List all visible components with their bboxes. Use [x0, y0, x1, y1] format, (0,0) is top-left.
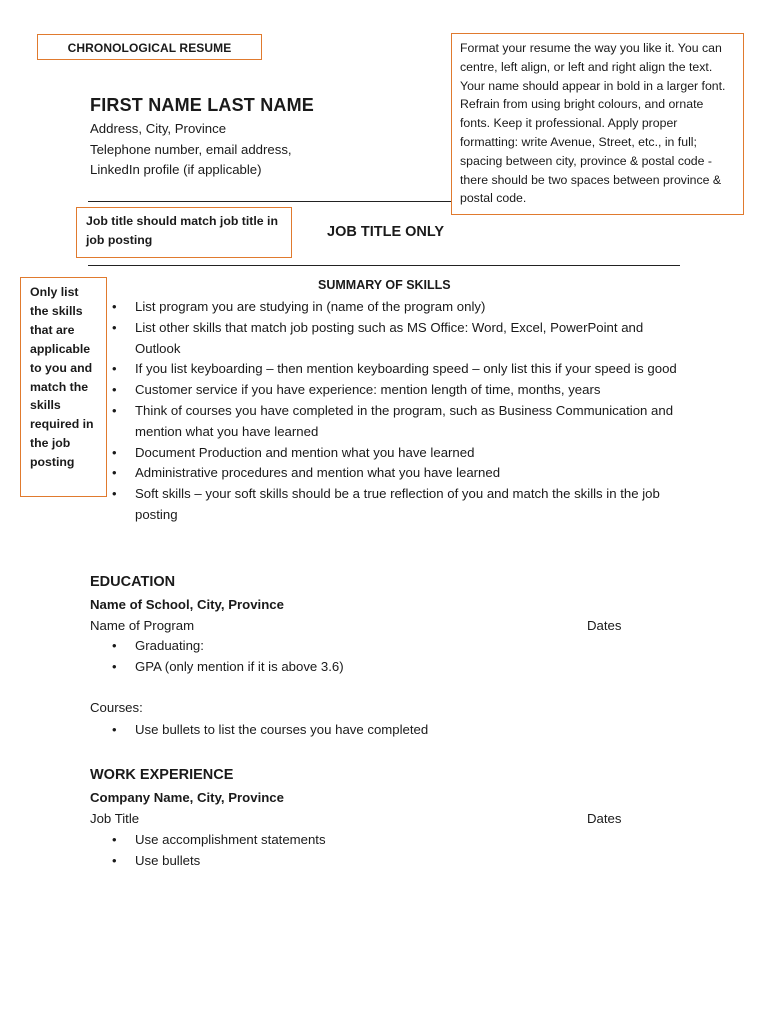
- contact-phone-email: Telephone number, email address,: [90, 142, 292, 157]
- list-item: • List other skills that match job posting such as MS Office: Word, Excel, PowerPoint and Outlook: [90, 318, 680, 360]
- education-list: [90, 636, 680, 678]
- list-item: • If you list keyboarding – then mention keyboarding speed – only list this if your speed is good: [90, 359, 680, 380]
- company-name: Company Name, City, Province: [90, 790, 284, 805]
- list-item: • List program you are studying in (name of the program only): [90, 297, 680, 318]
- resume-type-box: [37, 34, 262, 60]
- job-title-note: Job title should match job title in job posting: [76, 207, 292, 258]
- education-heading: EDUCATION: [90, 574, 176, 590]
- list-item: • Use bullets to list the courses you have completed: [90, 720, 680, 741]
- work-list: [90, 830, 680, 872]
- work-dates: Dates: [587, 811, 622, 826]
- format-note: Format your resume the way you like it. You can centre, left align, or left and right align the text. Your name should appear in bold in a larger font. Refrain from using bright colours, and ornate fonts. Keep it professional. Apply proper formatting: write Avenue, Street, etc., in full; spacing between city, province & postal code - there should be two spaces between province & postal code.: [451, 33, 744, 215]
- resume-type-label: CHRONOLOGICAL RESUME: [67, 41, 232, 55]
- education-dates: Dates: [587, 618, 622, 633]
- list-item: • Document Production and mention what you have learned: [90, 443, 680, 464]
- work-job-title: Job Title: [90, 811, 140, 826]
- program-name: Name of Program: [90, 618, 195, 633]
- work-heading: WORK EXPERIENCE: [90, 767, 234, 783]
- courses-label: Courses:: [90, 700, 143, 715]
- list-item: • Graduating:: [90, 636, 680, 657]
- contact-linkedin: LinkedIn profile (if applicable): [90, 162, 262, 177]
- skills-heading: SUMMARY OF SKILLS: [318, 278, 451, 292]
- skills-list: [90, 297, 680, 526]
- job-title: JOB TITLE ONLY: [327, 224, 445, 240]
- job-title-divider: [88, 265, 680, 266]
- list-item: • GPA (only mention if it is above 3.6): [90, 657, 680, 678]
- list-item: • Customer service if you have experience: mention length of time, months, years: [90, 380, 680, 401]
- list-item: • Use accomplishment statements: [90, 830, 680, 851]
- list-item: • Think of courses you have completed in the program, such as Business Communication and mention what you have learned: [90, 401, 680, 443]
- courses-list: [90, 720, 680, 741]
- header-divider: [88, 201, 451, 202]
- school-name: Name of School, City, Province: [90, 597, 284, 612]
- list-item: • Use bullets: [90, 851, 680, 872]
- list-item: • Administrative procedures and mention what you have learned: [90, 463, 680, 484]
- applicant-name: FIRST NAME LAST NAME: [90, 95, 314, 115]
- skills-note: Only list the skills that are applicable to you and match the skills required in the job posting: [20, 277, 107, 497]
- list-item: • Soft skills – your soft skills should be a true reflection of you and match the skills in the job posting: [90, 484, 680, 526]
- contact-address: Address, City, Province: [90, 121, 227, 136]
